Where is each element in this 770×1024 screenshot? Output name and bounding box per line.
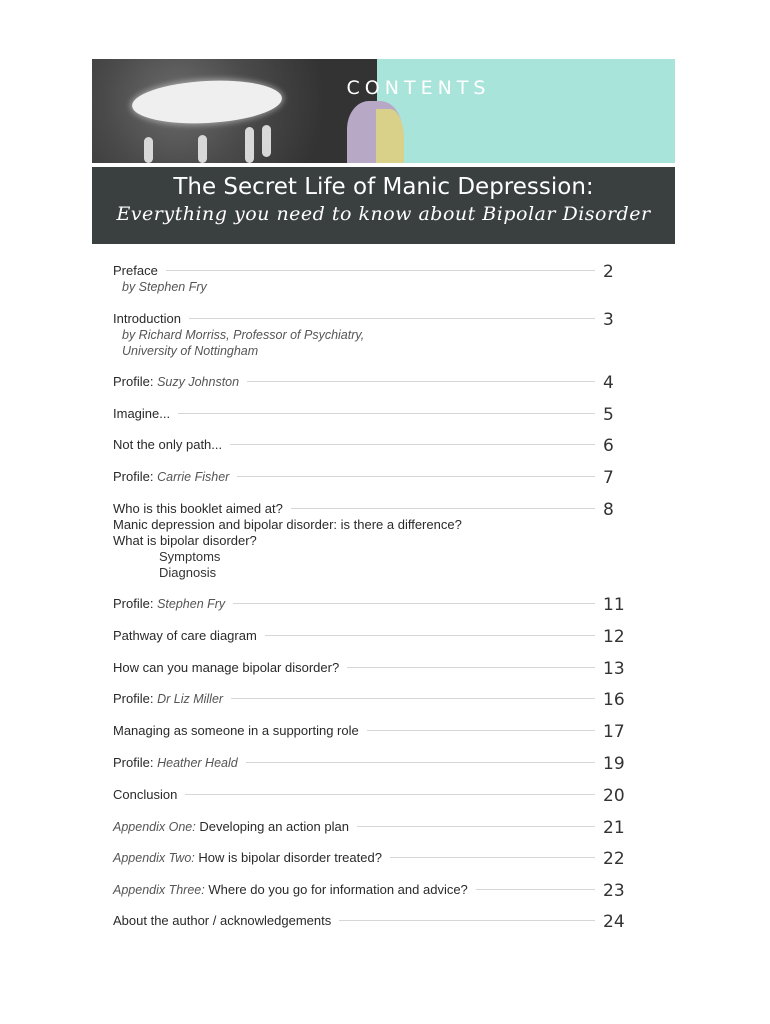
- page-number: 17: [603, 722, 625, 742]
- dot-leader: [367, 730, 595, 731]
- page-title: The Secret Life of Manic Depression:: [173, 174, 594, 200]
- dot-leader: [166, 270, 595, 271]
- drip-shape: [198, 135, 207, 163]
- profile-prefix: Profile:: [113, 374, 154, 389]
- toc-byline: by Richard Morriss, Professor of Psychiatry,: [122, 328, 365, 342]
- toc-label: Pathway of care diagram: [113, 628, 257, 643]
- page-number: 3: [603, 310, 614, 330]
- profile-name: Heather Heald: [157, 756, 238, 770]
- dot-leader: [185, 794, 595, 795]
- toc-entry-profile-carrie[interactable]: [113, 468, 633, 488]
- drip-shape: [144, 137, 153, 163]
- olive-shape: [376, 109, 404, 163]
- toc-entry-appendix-two[interactable]: [113, 849, 633, 869]
- dot-leader: [237, 476, 595, 477]
- dot-leader: [178, 413, 595, 414]
- dot-leader: [230, 444, 595, 445]
- toc-label: [113, 882, 468, 898]
- toc-label: Not the only path...: [113, 437, 223, 452]
- dot-leader: [189, 318, 595, 319]
- page-number: 4: [603, 373, 614, 393]
- toc-label: [113, 374, 239, 390]
- toc-label: Who is this booklet aimed at?: [113, 501, 283, 516]
- toc-entry-profile-suzy[interactable]: [113, 373, 633, 393]
- toc-label: [113, 755, 238, 771]
- page-number: 13: [603, 659, 625, 679]
- page-number: 12: [603, 627, 625, 647]
- profile-name: Suzy Johnston: [157, 375, 240, 389]
- dot-leader: [265, 635, 595, 636]
- page-number: 19: [603, 754, 625, 774]
- dot-leader: [357, 826, 595, 827]
- appendix-title: How is bipolar disorder treated?: [198, 850, 382, 865]
- toc-entry-manage[interactable]: [113, 659, 633, 679]
- toc-entry-imagine[interactable]: [113, 405, 633, 425]
- page-number: 5: [603, 405, 614, 425]
- appendix-title: Where do you go for information and advice?: [208, 882, 468, 897]
- toc-label: About the author / acknowledgements: [113, 913, 332, 928]
- profile-prefix: Profile:: [113, 469, 154, 484]
- toc-entry-appendix-three[interactable]: [113, 881, 633, 901]
- page-number: 6: [603, 436, 614, 456]
- toc-byline: University of Nottingham: [122, 344, 259, 358]
- toc-entry-pathway[interactable]: [113, 627, 633, 647]
- toc-label: [113, 469, 229, 485]
- toc-label: How can you manage bipolar disorder?: [113, 660, 340, 675]
- toc-entry-profile-stephen[interactable]: [113, 595, 633, 615]
- toc-label: Managing as someone in a supporting role: [113, 723, 359, 738]
- banner-art-dark: [92, 59, 377, 163]
- toc-label: [113, 691, 223, 707]
- toc-entry-preface[interactable]: [113, 262, 633, 295]
- toc-subitem: Diagnosis: [159, 565, 217, 580]
- dot-leader: [339, 920, 595, 921]
- profile-name: Carrie Fisher: [157, 470, 230, 484]
- drip-shape: [245, 127, 254, 163]
- appendix-prefix: Appendix One:: [113, 820, 196, 834]
- profile-name: Stephen Fry: [157, 597, 226, 611]
- page-number: 16: [603, 690, 625, 710]
- toc-byline: by Stephen Fry: [122, 280, 207, 294]
- toc-label: Preface: [113, 263, 158, 278]
- toc-label: [113, 596, 225, 612]
- profile-prefix: Profile:: [113, 596, 154, 611]
- banner-art-light: [377, 59, 675, 163]
- profile-prefix: Profile:: [113, 755, 154, 770]
- dot-leader: [233, 603, 595, 604]
- toc-entry-not-only-path[interactable]: [113, 436, 633, 456]
- page-subtitle: Everything you need to know about Bipolar Disorder: [116, 203, 651, 225]
- toc-entry-introduction[interactable]: [113, 310, 633, 359]
- toc-label: Imagine...: [113, 406, 171, 421]
- appendix-prefix: Appendix Two:: [113, 851, 195, 865]
- dot-leader: [390, 857, 595, 858]
- dot-leader: [347, 667, 595, 668]
- appendix-prefix: Appendix Three:: [113, 883, 205, 897]
- contents-heading: CONTENTS: [346, 77, 491, 99]
- profile-name: Dr Liz Miller: [157, 692, 224, 706]
- profile-prefix: Profile:: [113, 691, 154, 706]
- page-number: 22: [603, 849, 625, 869]
- page-number: 23: [603, 881, 625, 901]
- page-number: 2: [603, 262, 614, 282]
- dot-leader: [231, 698, 595, 699]
- page-number: 21: [603, 818, 625, 838]
- toc-label: Conclusion: [113, 787, 178, 802]
- drip-shape: [262, 125, 271, 157]
- page-number: 24: [603, 912, 625, 932]
- page-number: 7: [603, 468, 614, 488]
- toc-entry-conclusion[interactable]: [113, 786, 633, 806]
- toc-label: [113, 850, 382, 866]
- dot-leader: [476, 889, 595, 890]
- dot-leader: [291, 508, 595, 509]
- title-band: [92, 167, 675, 244]
- toc-entry-about[interactable]: [113, 912, 633, 932]
- toc-label: Introduction: [113, 311, 181, 326]
- toc-entry-supporting[interactable]: [113, 722, 633, 742]
- toc-entry-who-aimed[interactable]: [113, 500, 633, 581]
- toc-label: [113, 819, 349, 835]
- appendix-title: Developing an action plan: [199, 819, 349, 834]
- toc-line: What is bipolar disorder?: [113, 533, 257, 548]
- toc-entry-profile-liz[interactable]: [113, 690, 633, 710]
- page-number: 11: [603, 595, 625, 615]
- toc-entry-profile-heather[interactable]: [113, 754, 633, 774]
- dot-leader: [247, 381, 595, 382]
- toc-line: Manic depression and bipolar disorder: is there a difference?: [113, 517, 462, 532]
- dot-leader: [246, 762, 595, 763]
- toc-subitem: Symptoms: [159, 549, 221, 564]
- contents-banner: [92, 59, 675, 163]
- toc-entry-appendix-one[interactable]: [113, 818, 633, 838]
- page-number: 20: [603, 786, 625, 806]
- page-number: 8: [603, 500, 614, 520]
